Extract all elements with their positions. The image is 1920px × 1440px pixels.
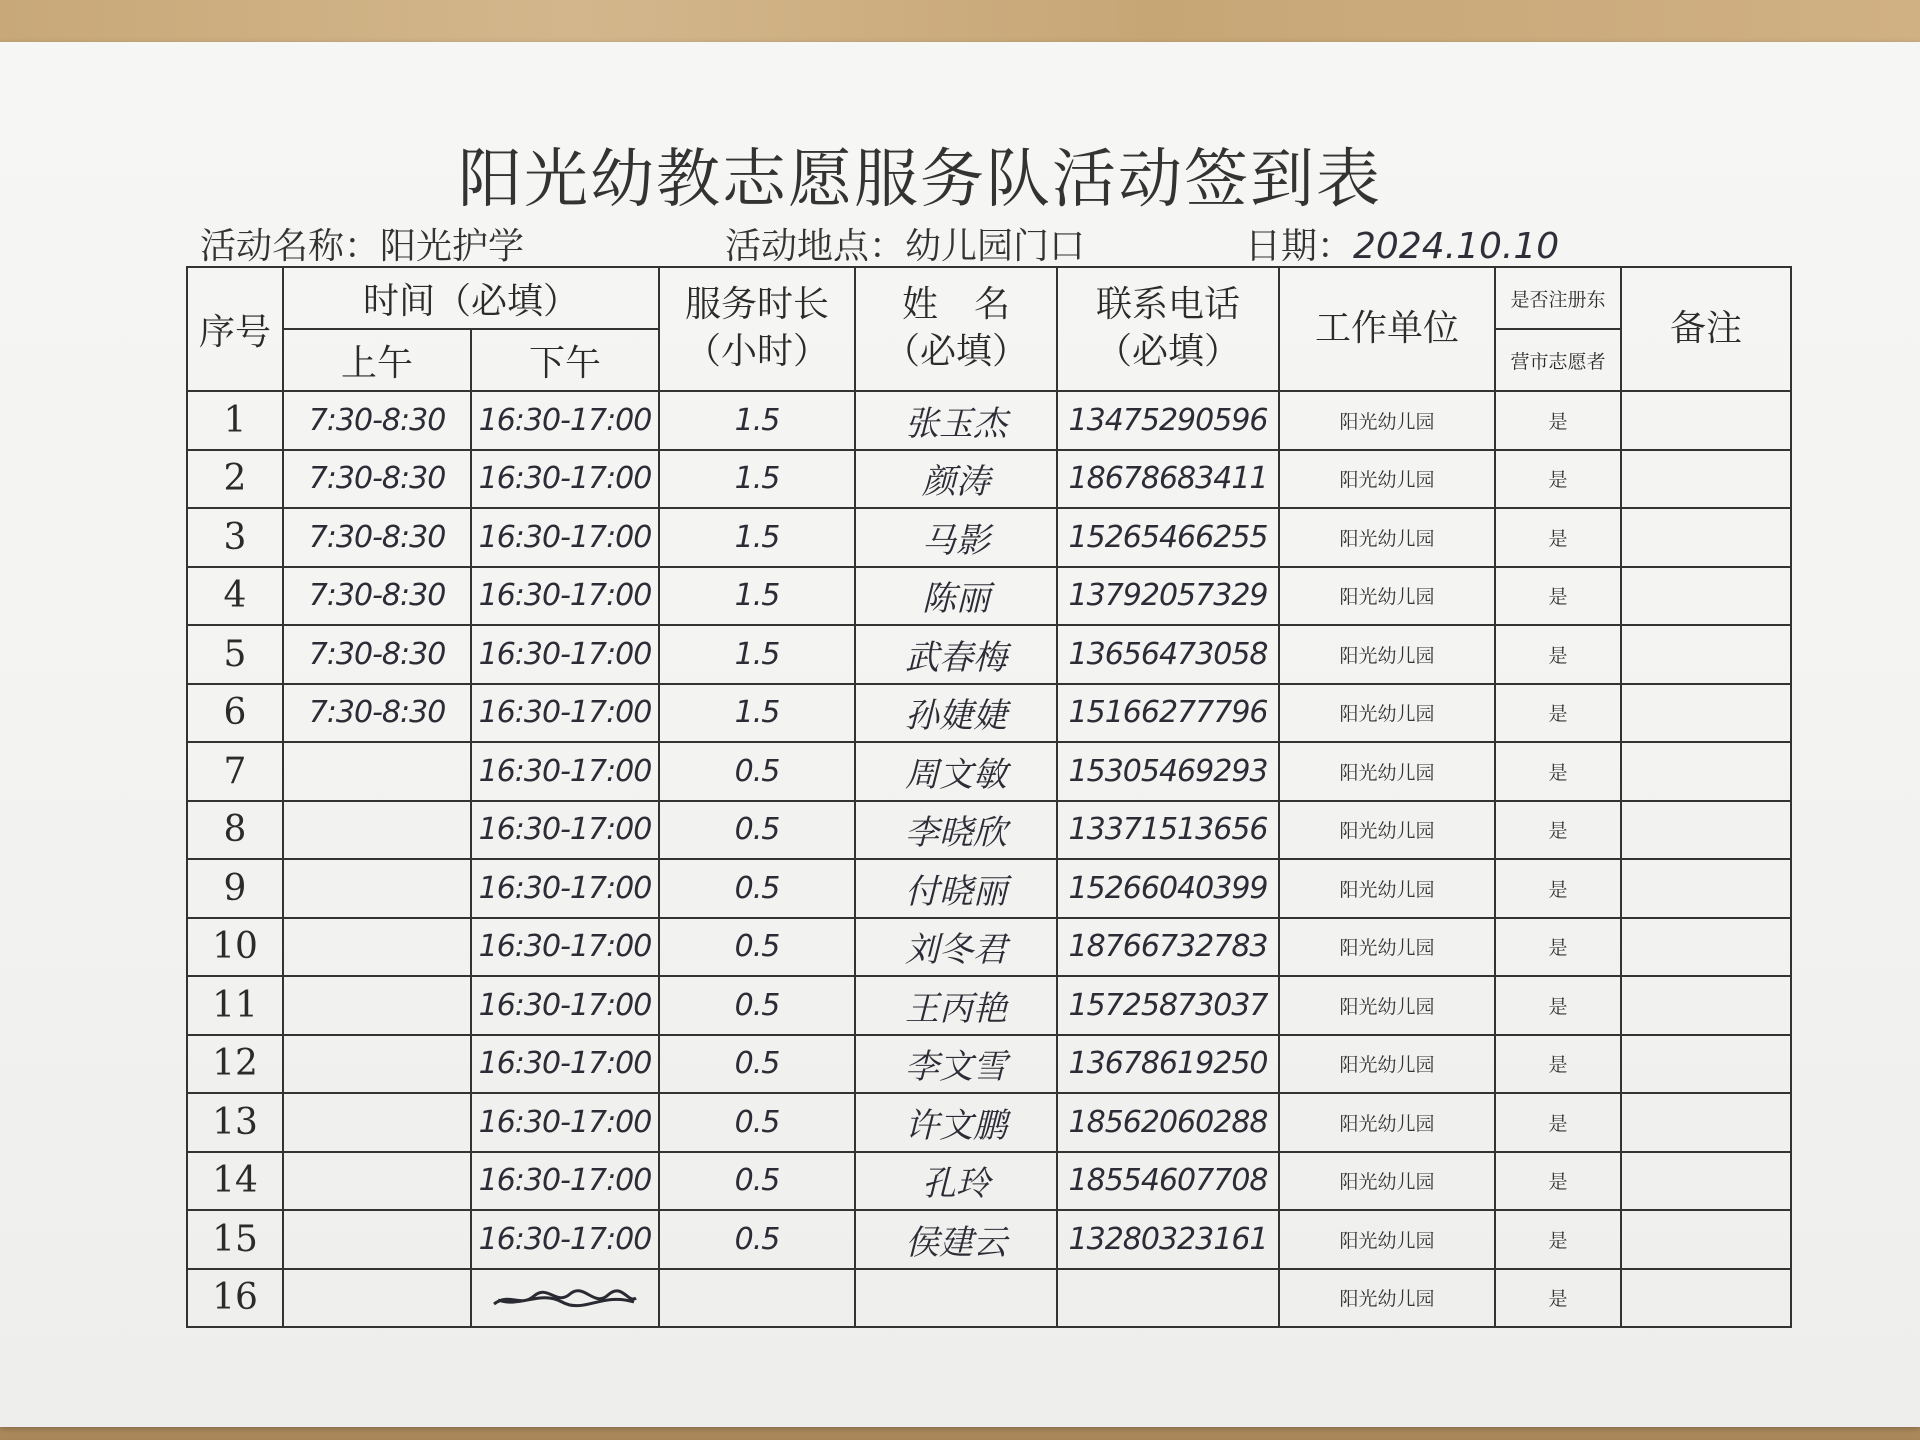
cell-unit: 阳光幼儿园 [1279,450,1495,509]
cell-hours [659,1269,855,1328]
activity-place-label: 活动地点： [725,226,906,267]
cell-am-time [283,1210,471,1269]
header-phone [1057,267,1279,391]
table-row [187,567,1791,626]
header-unit: 工作单位 [1279,267,1495,391]
cell-phone: 15266040399 [1057,859,1279,918]
cell-registered: 是 [1495,567,1621,626]
cell-unit: 阳光幼儿园 [1279,567,1495,626]
header-pm: 下午 [471,329,659,391]
cell-registered: 是 [1495,859,1621,918]
cell-phone: 13792057329 [1057,567,1279,626]
cell-registered: 是 [1495,742,1621,801]
table-body [187,391,1791,1327]
activity-date-value: 2024.10.10 [1353,226,1560,267]
cell-phone: 15265466255 [1057,508,1279,567]
cell-hours: 0.5 [659,1093,855,1152]
header-name [855,267,1057,391]
cell-registered: 是 [1495,391,1621,450]
cell-phone: 15305469293 [1057,742,1279,801]
activity-name-field [200,218,524,269]
cell-unit: 阳光幼儿园 [1279,859,1495,918]
table-row [187,1269,1791,1328]
cell-am-time [283,976,471,1035]
table-row [187,1152,1791,1211]
cell-pm-time: 16:30-17:00 [471,976,659,1035]
cell-note [1621,1210,1791,1269]
header-am: 上午 [283,329,471,391]
scribble-mark [490,1286,640,1312]
cell-registered: 是 [1495,1269,1621,1328]
table-row [187,684,1791,743]
cell-unit: 阳光幼儿园 [1279,742,1495,801]
cell-name: 李文雪 [855,1035,1057,1094]
cell-note [1621,625,1791,684]
cell-seq: 10 [187,918,283,977]
cell-hours: 0.5 [659,918,855,977]
cell-seq: 15 [187,1210,283,1269]
cell-registered: 是 [1495,1035,1621,1094]
cell-pm-time: 16:30-17:00 [471,450,659,509]
cell-hours: 1.5 [659,684,855,743]
activity-name-label: 活动名称： [200,226,381,267]
cell-phone: 18766732783 [1057,918,1279,977]
cell-pm-time: 16:30-17:00 [471,801,659,860]
cell-registered: 是 [1495,801,1621,860]
activity-date-field [1245,218,1559,269]
cell-hours: 1.5 [659,508,855,567]
cell-am-time [283,1035,471,1094]
cell-seq: 7 [187,742,283,801]
cell-unit: 阳光幼儿园 [1279,801,1495,860]
header-seq: 序号 [187,267,283,391]
cell-unit: 阳光幼儿园 [1279,1210,1495,1269]
cell-note [1621,976,1791,1035]
cell-note [1621,684,1791,743]
cell-am-time [283,1152,471,1211]
cell-note [1621,391,1791,450]
cell-am-time [283,918,471,977]
header-registered-line1: 是否注册东 [1495,267,1621,329]
cell-am-time [283,859,471,918]
cell-note [1621,1269,1791,1328]
cell-name: 颜涛 [855,450,1057,509]
table-row [187,391,1791,450]
header-phone-line2: （必填） [1096,331,1241,372]
cell-unit: 阳光幼儿园 [1279,391,1495,450]
table-row [187,976,1791,1035]
cell-registered: 是 [1495,918,1621,977]
cell-am-time: 7:30-8:30 [283,391,471,450]
cell-pm-time: 16:30-17:00 [471,1035,659,1094]
header-time: 时间（必填） [283,267,659,329]
cell-registered: 是 [1495,508,1621,567]
activity-place-value: 幼儿园门口 [905,226,1086,267]
cell-pm-time: 16:30-17:00 [471,859,659,918]
cell-name: 许文鹏 [855,1093,1057,1152]
cell-seq: 13 [187,1093,283,1152]
cell-seq: 8 [187,801,283,860]
table-row [187,625,1791,684]
cell-registered: 是 [1495,1152,1621,1211]
cell-phone: 15166277796 [1057,684,1279,743]
cell-pm-time: 16:30-17:00 [471,567,659,626]
cell-seq: 11 [187,976,283,1035]
cell-hours: 0.5 [659,1210,855,1269]
cell-pm-time: 16:30-17:00 [471,684,659,743]
cell-seq: 2 [187,450,283,509]
cell-note [1621,567,1791,626]
cell-note [1621,742,1791,801]
table-row [187,742,1791,801]
cell-note [1621,1093,1791,1152]
table-row [187,1035,1791,1094]
cell-seq: 16 [187,1269,283,1328]
cell-name: 孙婕婕 [855,684,1057,743]
cell-am-time: 7:30-8:30 [283,625,471,684]
cell-unit: 阳光幼儿园 [1279,625,1495,684]
cell-name: 孔玲 [855,1152,1057,1211]
cell-phone: 13371513656 [1057,801,1279,860]
cell-unit: 阳光幼儿园 [1279,1269,1495,1328]
table-row [187,1210,1791,1269]
cell-pm-time [471,1269,659,1328]
cell-seq: 6 [187,684,283,743]
cell-am-time [283,1093,471,1152]
header-registered-line2: 营市志愿者 [1495,329,1621,391]
cell-am-time: 7:30-8:30 [283,508,471,567]
cell-pm-time: 16:30-17:00 [471,625,659,684]
cell-unit: 阳光幼儿园 [1279,684,1495,743]
cell-seq: 5 [187,625,283,684]
cell-am-time: 7:30-8:30 [283,450,471,509]
cell-seq: 4 [187,567,283,626]
cell-pm-time: 16:30-17:00 [471,1152,659,1211]
sign-in-table [186,266,1792,1328]
cell-unit: 阳光幼儿园 [1279,1152,1495,1211]
activity-place-field [725,218,1085,269]
table-row [187,508,1791,567]
header-phone-line1: 联系电话 [1096,284,1241,326]
cell-hours: 0.5 [659,976,855,1035]
cell-hours: 0.5 [659,801,855,860]
cell-hours: 0.5 [659,859,855,918]
cell-am-time: 7:30-8:30 [283,567,471,626]
cell-note [1621,1152,1791,1211]
cell-unit: 阳光幼儿园 [1279,918,1495,977]
cell-am-time [283,801,471,860]
cell-phone: 13280323161 [1057,1210,1279,1269]
cell-phone: 18678683411 [1057,450,1279,509]
cell-pm-time: 16:30-17:00 [471,391,659,450]
cell-note [1621,801,1791,860]
cell-name: 陈丽 [855,567,1057,626]
cell-phone: 18562060288 [1057,1093,1279,1152]
cell-note [1621,508,1791,567]
cell-registered: 是 [1495,684,1621,743]
cell-hours: 0.5 [659,742,855,801]
table-row [187,801,1791,860]
cell-registered: 是 [1495,976,1621,1035]
cell-phone: 18554607708 [1057,1152,1279,1211]
cell-registered: 是 [1495,1210,1621,1269]
cell-note [1621,1035,1791,1094]
cell-phone [1057,1269,1279,1328]
cell-seq: 14 [187,1152,283,1211]
table-row [187,450,1791,509]
cell-name: 王丙艳 [855,976,1057,1035]
cell-phone: 13475290596 [1057,391,1279,450]
cell-seq: 9 [187,859,283,918]
cell-registered: 是 [1495,450,1621,509]
cell-seq: 12 [187,1035,283,1094]
cell-hours: 1.5 [659,450,855,509]
cell-name: 马影 [855,508,1057,567]
cell-pm-time: 16:30-17:00 [471,1093,659,1152]
cell-name: 武春梅 [855,625,1057,684]
cell-hours: 0.5 [659,1152,855,1211]
header-hours-line2: （小时） [685,331,830,372]
cell-unit: 阳光幼儿园 [1279,508,1495,567]
cell-pm-time: 16:30-17:00 [471,1210,659,1269]
cell-unit: 阳光幼儿园 [1279,976,1495,1035]
cell-hours: 0.5 [659,1035,855,1094]
sheet-title: 阳光幼教志愿服务队活动签到表 [458,143,1382,217]
cell-hours: 1.5 [659,567,855,626]
cell-unit: 阳光幼儿园 [1279,1035,1495,1094]
cell-phone: 13678619250 [1057,1035,1279,1094]
cell-seq: 3 [187,508,283,567]
cell-name: 李晓欣 [855,801,1057,860]
cell-note [1621,859,1791,918]
cell-name: 刘冬君 [855,918,1057,977]
cell-name: 周文敏 [855,742,1057,801]
cell-note [1621,918,1791,977]
header-hours-line1: 服务时长 [685,284,830,326]
cell-name: 侯建云 [855,1210,1057,1269]
header-name-line1: 姓 名 [902,284,1011,326]
cell-pm-time: 16:30-17:00 [471,742,659,801]
cell-name: 付晓丽 [855,859,1057,918]
header-note: 备注 [1621,267,1791,391]
cell-name: 张玉杰 [855,391,1057,450]
cell-pm-time: 16:30-17:00 [471,918,659,977]
activity-name-value: 阳光护学 [380,226,525,267]
cell-hours: 1.5 [659,625,855,684]
cell-phone: 13656473058 [1057,625,1279,684]
activity-date-label: 日期： [1245,226,1354,267]
cell-am-time: 7:30-8:30 [283,684,471,743]
table-row [187,918,1791,977]
cell-hours: 1.5 [659,391,855,450]
cell-name [855,1269,1057,1328]
header-hours [659,267,855,391]
cell-pm-time: 16:30-17:00 [471,508,659,567]
header-name-line2: （必填） [884,331,1029,372]
cell-unit: 阳光幼儿园 [1279,1093,1495,1152]
cell-am-time [283,1269,471,1328]
table-row [187,859,1791,918]
cell-am-time [283,742,471,801]
cell-phone: 15725873037 [1057,976,1279,1035]
cell-note [1621,450,1791,509]
cell-registered: 是 [1495,1093,1621,1152]
cell-registered: 是 [1495,625,1621,684]
cell-seq: 1 [187,391,283,450]
table-row [187,1093,1791,1152]
